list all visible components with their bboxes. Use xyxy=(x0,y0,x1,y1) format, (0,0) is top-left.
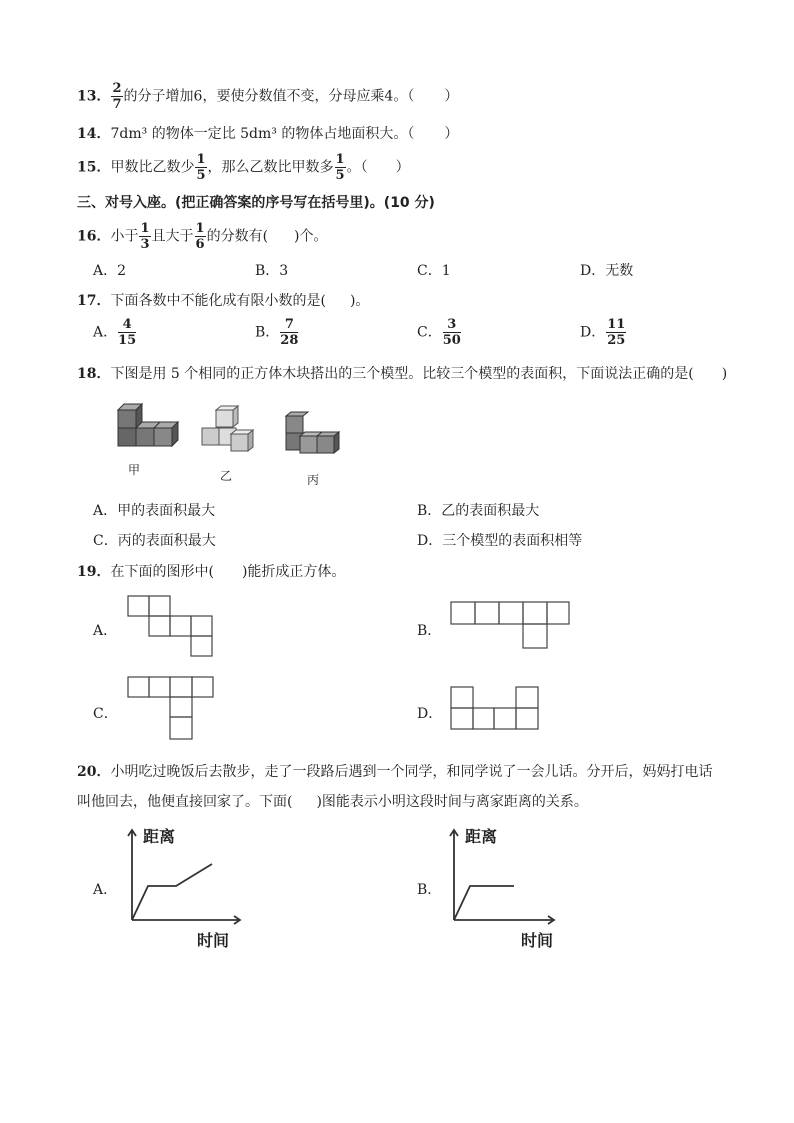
caption-yi: 乙 xyxy=(220,469,233,483)
caption-jia: 甲 xyxy=(128,463,141,477)
question-number: 13． xyxy=(77,88,111,105)
cube-net-d xyxy=(449,685,559,745)
option-c: C．1 xyxy=(417,263,451,279)
x-axis-label: 时间 xyxy=(521,931,554,950)
fraction: $\frac{1}{5}$ xyxy=(335,152,345,183)
question-18: 18．下图是用 5 个相同的正方体木块搭出的三个模型。比较三个模型的表面积，下面说法正确的是( ) xyxy=(77,366,728,382)
question-text: ，那么乙数比甲数多 xyxy=(207,159,334,176)
cube-net-a xyxy=(126,594,226,664)
cube-net-b xyxy=(449,600,579,660)
y-axis-label: 距离 xyxy=(465,827,498,846)
question-13 xyxy=(77,82,458,111)
question-number: 14． xyxy=(77,126,111,142)
option-b: B．乙的表面积最大 xyxy=(417,503,540,519)
option-c: C． xyxy=(93,706,118,722)
question-14 xyxy=(77,123,458,143)
question-text: 甲数比乙数少 xyxy=(110,159,195,176)
question-16: 16．小于 $\frac{1}{3}$ 且大于 $\frac{1}{6}$ 的分数有( )个。 xyxy=(77,221,328,252)
cube-model-yi xyxy=(198,406,268,456)
question-text: 。（ xyxy=(346,159,368,176)
question-number: 16． xyxy=(77,228,111,245)
option-a: A． $\frac{4}{15}$ xyxy=(93,317,137,348)
question-number: 15． xyxy=(77,159,111,176)
question-number: 20． xyxy=(77,764,111,780)
option-b: B． xyxy=(417,882,442,898)
fraction: $\frac{1}{5}$ xyxy=(196,152,206,183)
question-number: 19． xyxy=(77,564,111,580)
option-d: D． $\frac{11}{25}$ xyxy=(580,317,626,348)
x-axis-label: 时间 xyxy=(197,931,230,950)
question-text: 7dm³ 的物体一定比 5dm³ 的物体占地面积大。（ xyxy=(110,126,415,142)
option-a: A．甲的表面积最大 xyxy=(93,503,216,519)
option-a: A． xyxy=(93,882,118,898)
question-17: 17．下面各数中不能化成有限小数的是( )。 xyxy=(77,293,370,309)
cube-net-c xyxy=(126,675,226,745)
answer-paren: ） xyxy=(444,126,459,142)
question-number: 17． xyxy=(77,293,111,309)
fraction: $\frac{2}{7}$ xyxy=(112,81,122,112)
option-a: A．2 xyxy=(93,263,127,279)
caption-bing: 丙 xyxy=(307,473,320,487)
question-15 xyxy=(77,153,410,182)
option-b: B． $\frac{7}{28}$ xyxy=(255,317,299,348)
option-c: C．丙的表面积最大 xyxy=(93,533,216,549)
option-b: B． xyxy=(417,623,442,639)
option-a: A． xyxy=(93,623,118,639)
option-c: C． $\frac{3}{50}$ xyxy=(417,317,461,348)
question-20-line2: 叫他回去，他便直接回家了。下面( )图能表示小明这段时间与离家距离的关系。 xyxy=(77,794,588,810)
question-20: 20．小明吃过晚饭后去散步，走了一段路后遇到一个同学，和同学说了一会儿话。分开后，妈妈打电话 xyxy=(77,764,713,780)
answer-paren: ） xyxy=(444,88,459,105)
option-b: B．3 xyxy=(255,263,289,279)
answer-paren: ） xyxy=(395,159,410,176)
y-axis-label: 距离 xyxy=(143,827,176,846)
question-19: 19．在下面的图形中( )能折成正方体。 xyxy=(77,564,346,580)
option-d: D．三个模型的表面积相等 xyxy=(417,533,583,549)
question-number: 18． xyxy=(77,366,111,382)
cube-model-bing xyxy=(282,410,352,460)
option-d: D． xyxy=(417,706,443,722)
question-text: 的分子增加6，要使分数值不变，分母应乘4。（ xyxy=(123,88,415,105)
option-d: D．无数 xyxy=(580,263,634,279)
cube-model-jia xyxy=(112,400,182,450)
section-heading: 三、对号入座。(把正确答案的序号写在括号里)。(10 分) xyxy=(77,195,435,211)
